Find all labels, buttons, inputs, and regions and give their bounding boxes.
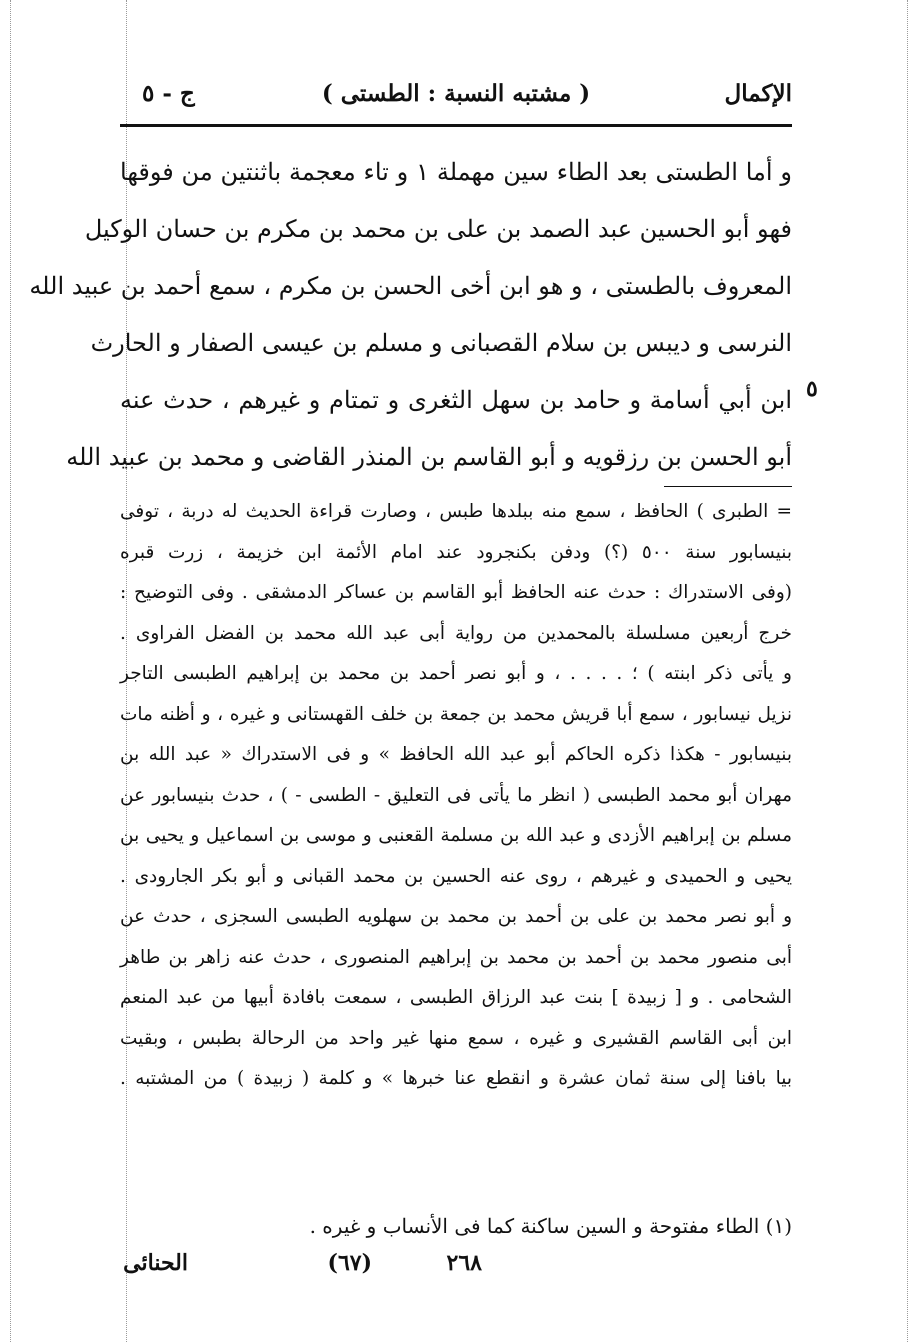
note-line: (وفى الاستدراك : حدث عنه الحافظ أبو القاسم بن عساكر الدمشقى . وفى التوضيح : xyxy=(120,582,792,603)
note-line: مسلم بن إبراهيم الأزدى و عبد الله بن مسلمة القعنبى و موسى بن اسماعيل و يحيى بن xyxy=(120,825,792,846)
page-number: ٢٦٨ xyxy=(446,1250,482,1276)
scan-edge-left xyxy=(10,0,11,1342)
sequence-number: (٦٧) xyxy=(327,1250,372,1276)
volume-label: ج - ٥ xyxy=(142,80,195,107)
catchword: الحنائى xyxy=(123,1250,188,1276)
running-header xyxy=(120,80,792,124)
note-line: بنيسابور - هكذا ذكره الحاكم أبو عبد الله الحافظ » و فى الاستدراك « عبد الله بن xyxy=(120,744,792,765)
main-line: المعروف بالطستى ، و هو ابن أخى الحسن بن مكرم ، سمع أحمد بن عبيد الله xyxy=(29,272,792,300)
note-line: خرج أربعين مسلسلة بالمحمدين من رواية أبى عبد الله محمد بن الفضل الفراوى . xyxy=(120,622,792,644)
main-line: و أما الطستى بعد الطاء سين مهملة ١ و تاء معجمة باثنتين من فوقها xyxy=(120,158,792,186)
note-line: مهران أبو محمد الطبسى ( انظر ما يأتى فى التعليق - الطسى - ) ، حدث بنيسابور عن xyxy=(120,784,792,806)
notes-divider xyxy=(664,486,792,487)
line-number-marker: ٥ xyxy=(806,376,818,402)
note-line: = الطبرى ) الحافظ ، سمع منه ببلدها طبس ، وصارت قراءة الحديث له دربة ، توفى xyxy=(120,501,792,522)
page-footer xyxy=(120,1250,792,1290)
main-text xyxy=(29,144,792,486)
scan-edge-right xyxy=(907,0,908,1342)
note-line: و أبو نصر محمد بن على بن أحمد بن محمد بن سهلويه الطبسى السجزى ، حدث عن xyxy=(120,906,792,927)
main-line: أبو الحسن بن رزقويه و أبو القاسم بن المنذر القاضى و محمد بن عبيد الله xyxy=(66,443,792,471)
main-line: النرسى و ديبس بن سلام القصبانى و مسلم بن عيسى الصفار و الحارث xyxy=(90,329,792,357)
note-line: أبى منصور محمد بن أحمد بن محمد بن إبراهيم المنصورى ، حدث عنه زاهر بن طاهر xyxy=(120,946,792,968)
note-line: بنيسابور سنة ٥٠٠ (؟) ودفن بكنجرود عند امام الأئمة ابن خزيمة ، زرت قبره xyxy=(120,541,793,563)
notes-text xyxy=(120,492,792,1100)
footnote: (١) الطاء مفتوحة و السين ساكنة كما فى الأنساب و غيره . xyxy=(309,1214,792,1238)
header-rule xyxy=(120,124,792,127)
book-title: الإكمال xyxy=(724,80,792,107)
note-line: يحيى و الحميدى و غيرهم ، روى عنه الحسين بن محمد القبانى و أبو بكر الجارودى . xyxy=(120,865,792,887)
note-line: الشحامى . و [ زبيدة ] بنت عبد الرزاق الطبسى ، سمعت بافادة أبيها من عبد المنعم xyxy=(120,987,792,1008)
main-line: ابن أبي أسامة و حامد بن سهل الثغرى و تمتام و غيرهم ، حدث عنه xyxy=(120,386,792,414)
note-line: ابن أبى القاسم القشيرى و غيره ، سمع منها غير واحد من الرحالة بطبس ، وبقيت xyxy=(120,1027,792,1049)
section-title: ( مشتبه النسبة : الطستى ) xyxy=(321,80,591,107)
note-line: نزيل نيسابور ، سمع أبا قريش محمد بن جمعة بن خلف القهستانى و غيره ، و أظنه مات xyxy=(120,703,792,725)
note-line: بيا بافنا إلى سنة ثمان عشرة و انقطع عنا خبرها » و كلمة ( زبيدة ) من المشتبه . xyxy=(120,1068,792,1089)
main-line: فهو أبو الحسين عبد الصمد بن على بن محمد بن مكرم بن حسان الوكيل xyxy=(84,215,792,243)
note-line: و يأتى ذكر ابنته ) ؛ . . . . ، و أبو نصر أحمد بن محمد بن إبراهيم الطبسى التاجر xyxy=(120,663,792,684)
